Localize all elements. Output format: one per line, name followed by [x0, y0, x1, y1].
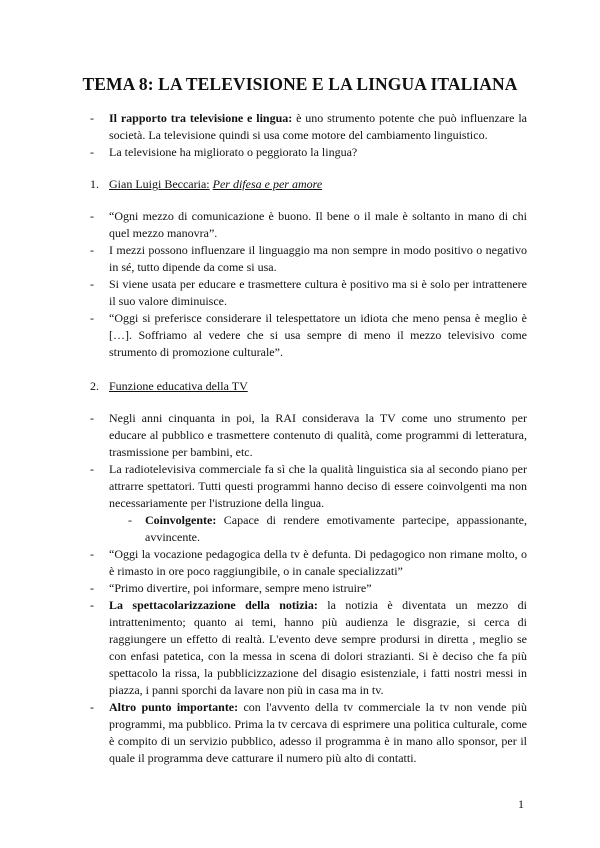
- list-item: - Il rapporto tra televisione e lingua: è uno strumento potente che può influenzare la società. La televisione quindi si usa come motore del cambiamento linguistico.: [90, 111, 527, 142]
- sub-list-item: - Coinvolgente: Capace di rendere emotivamente partecipe, appassionante, avvincente.: [128, 513, 527, 544]
- list-item: - “Primo divertire, poi informare, sempre meno istruire”: [90, 581, 372, 595]
- list-item: - “Oggi si preferisce considerare il telespettatore un idiota che meno pensa è meglio è […]. Soffriamo al vedere che si usa sempre di meno il mezzo televisivo come strumento di promozione culturale”.: [90, 311, 527, 359]
- section-1-heading: 1. Gian Luigi Beccaria: Per difesa e per amore: [90, 177, 323, 191]
- list-item: - Altro punto importante: con l'avvento della tv commerciale la tv non vende più programmi, ma pubblico. Prima la tv cercava di esprimere una politica culturale, come è compito di un servizio pubblico, adesso il programma è in mano allo sponsor, per il quale il programma deve catturare il numero più alto di contatti.: [90, 700, 527, 765]
- page-number: 1: [518, 797, 524, 811]
- author-name: Gian Luigi Beccaria:: [109, 177, 210, 191]
- section-2-list: [0, 410, 600, 767]
- list-item: - Si viene usata per educare e trasmettere cultura è positivo ma si è solo per intrattenere il suo valore diminuisce.: [90, 277, 527, 308]
- list-item: - La radiotelevisiva commerciale fa sì che la qualità linguistica sia al secondo piano per attrarre spettatori. Tutti questi programmi hanno deciso di essere coinvolgenti ma non necessariamente per l'istruzione della lingua.: [90, 462, 527, 510]
- section-2-heading: 2. Funzione educativa della TV: [90, 379, 248, 393]
- list-item: - La spettacolarizzazione della notizia: la notizia è diventata un mezzo di intrattenimento; quanto ai temi, hanno più audienza le disgrazie, si cerca di raggiungere un effetto di realtà. L'evento deve sempre prodursi in diretta , meglio se con enfasi patetica, con la messa in scena di dolori strazianti. Si è deciso che fa più spettacolo la rissa, la pubblicizzazione del disagio esistenziale, i fatti nostri messi in piazza, i panni sporchi da lavare non più in casa ma in tv.: [90, 598, 527, 697]
- intro-list: [0, 110, 600, 161]
- page-title: TEMA 8: LA TELEVISIONE E LA LINGUA ITALIANA: [82, 74, 518, 94]
- list-item: - “Ogni mezzo di comunicazione è buono. Il bene o il male è soltanto in mano di chi quel mezzo manovra”.: [90, 209, 527, 240]
- list-item: - “Oggi la vocazione pedagogica della tv è defunta. Di pedagogico non rimane molto, o è rimasto in ore poco raggiungibile, o in canale specializzati”: [90, 547, 527, 578]
- list-item: - I mezzi possono influenzare il linguaggio ma non sempre in modo positivo o negativo in sé, tutto dipende da come si usa.: [90, 243, 527, 274]
- list-item: - Negli anni cinquanta in poi, la RAI considerava la TV come uno strumento per educare al pubblico e trasmettere contenuto di qualità, come programmi di letteratura, trasmissione per bambini, etc.: [90, 411, 527, 459]
- section-1-list: [0, 208, 600, 361]
- list-item: - La televisione ha migliorato o peggiorato la lingua?: [90, 145, 358, 159]
- work-title: Per difesa e per amore: [212, 177, 323, 191]
